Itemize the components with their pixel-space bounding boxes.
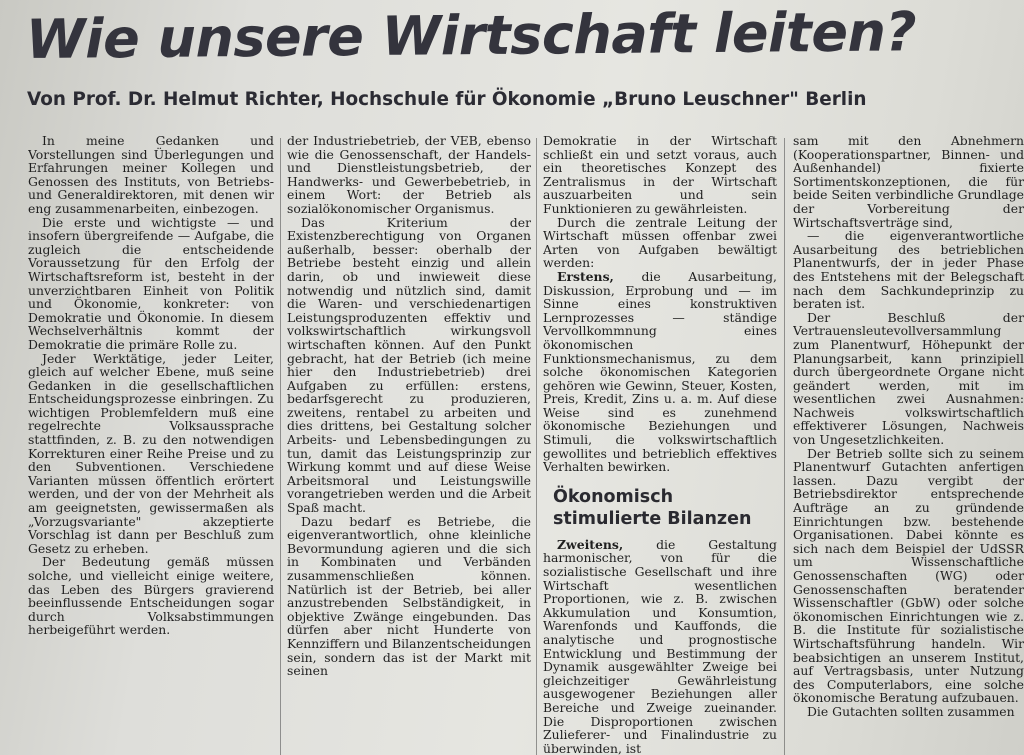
column-rule xyxy=(784,138,785,755)
paragraph-lead: Erstens, xyxy=(557,268,614,284)
subheading-line: stimulierte Bilanzen xyxy=(553,508,752,529)
paragraph xyxy=(543,538,777,755)
paragraph: Demokratie in der Wirtschaft schließt ein und setzt voraus, auch ein theoretisches Konzept des Zentralismus in der Wirtschaft auszuarbeiten und sein Funktionieren zu gewährleisten. xyxy=(543,134,777,216)
paragraph xyxy=(543,270,777,474)
column-rule xyxy=(536,138,537,755)
article-column-2 xyxy=(287,134,531,755)
paragraph: Das Kriterium der Existenzberechtigung von Organen außerhalb, besser: oberhalb der Betriebe besteht einzig und allein darin, ob und inwieweit diese notwendig und nützlich sind, damit die Waren- und verschiedenartigen Leistungsproduzenten effektiv und volkswirtschaftlich wirkungsvoll wirtschaften können. Auf den Punkt gebracht, hat der Betrieb (ich meine hier den Industriebetrieb) drei Aufgaben zu erfüllen: erstens, bedarfsgerecht zu produzieren, zweitens, rentabel zu arbeiten und dies drittens, bei Gestaltung solcher Arbeits- und Lebensbedingungen zu tun, damit das Leistungsprinzip zur Wirkung kommt und auf diese Weise Arbeitsmoral und Leistungswille vorangetrieben werden und die Arbeit Spaß macht. xyxy=(287,214,531,516)
paragraph: Der Beschluß der Vertrauensleutevollversammlung zum Planentwurf, Höhepunkt der Planungsarbeit, kann prinzipiell durch übergeordnete Organe nicht geändert werden, mit im wesentlichen zwei Ausnahmen: Nachweis volkswirtschaftlich effektiverer Lösungen, Nachweis von Ungesetzlichkeiten. xyxy=(793,309,1024,448)
byline: Von Prof. Dr. Helmut Richter, Hochschule für Ökonomie „Bruno Leuschner" Berlin xyxy=(27,89,867,110)
paragraph: Die erste und wichtigste — und insofern übergreifende — Aufgabe, die zugleich die entscheidende Voraussetzung für den Erfolg der Wirtschaftsreform ist, besteht in der unverzichtbaren Einheit von Politik und Ökonomie, konkreter: von Demokratie und Ökonomie. In diesem Wechselverhältnis kommt der Demokratie die primäre Rolle zu. xyxy=(28,214,274,352)
column-rule xyxy=(280,138,281,755)
paragraph: — die eigenverantwortliche Ausarbeitung des betrieblichen Planentwurfs, der in jeder Phase des Entstehens mit der Belegschaft nach dem Sachkundeprinzip zu beraten ist. xyxy=(793,228,1024,312)
paragraph: Durch die zentrale Leitung der Wirtschaft müssen offenbar zwei Arten von Aufgaben bewältigt werden: xyxy=(543,214,777,271)
paragraph: Die Gutachten sollten zusammen xyxy=(807,703,1015,719)
article-column-3 xyxy=(543,134,777,755)
paragraph: Dazu bedarf es Betriebe, die eigenverantwortlich, ohne kleinliche Bevormundung agieren und die sich in Kombinaten und Verbänden zusammenschließen können. Natürlich ist der Betrieb, bei aller anzustrebenden Selbständigkeit, in objektive Zwänge eingebunden. Das dürfen aber nicht Hunderte von Kennziffern und Bilanzentscheidungen sein, sondern das ist der Markt mit seinen xyxy=(287,513,531,679)
paragraph-lead: Zweitens, xyxy=(557,536,624,552)
paragraph-body: die Ausarbeitung, Diskussion, Erprobung und — im Sinne eines konstruktiven Lernprozesses — ständige Vervollkommnung eines ökonomischen Funktionsmechanismus, zu dem solche ökonomischen Kategorien gehören wie Gewinn, Steuer, Kosten, Preis, Kredit, Zins u. a. m. Auf diese Weise sind es zunehmend ökonomische Beziehungen und Stimuli, die volkswirtschaftlich gewollites und betrieblich effektives Verhalten bewirken. xyxy=(543,268,777,475)
headline: Wie unsere Wirtschaft leiten? xyxy=(25,0,917,71)
paragraph: Jeder Werktätige, jeder Leiter, gleich auf welcher Ebene, muß seine Gedanken in die gesellschaftlichen Entscheidungsprozesse einbringen. Zu wichtigen Problemfeldern muß eine regelrechte Volksaussprache stattfinden, z. B. zu den notwendigen Korrekturen einer Reihe Preise und zu den Subventionen. Verschiedene Varianten müssen öffentlich erörtert werden, und der von der Mehrheit als am geeignetsten, gewissermaßen als „Vorzugsvariante" akzeptierte Vorschlag ist dann per Beschluß zum Gesetz zu erheben. xyxy=(28,350,274,556)
paragraph: In meine Gedanken und Vorstellungen sind Überlegungen und Erfahrungen meiner Kollegen und Genossen des Instituts, von Betriebs- und Generaldirektoren, mit denen wir eng zusammenarbeiten, einbezogen. xyxy=(28,134,274,216)
paragraph: Der Bedeutung gemäß müssen solche, und vielleicht einige weitere, das Leben des Bürgers gravierend beeinflussende Entscheidungen sogar durch Volksabstimmungen herbeigeführt werden. xyxy=(28,554,274,638)
paragraph-body: die Gestaltung harmonischer, von für die sozialistische Gesellschaft und ihre Wirtschaft wesentlichen Proportionen, wie z. B. zwischen Akkumulation und Konsumtion, Warenfonds und Kauffonds, die analytische und prognostische Entwicklung und Bestimmung der Dynamik ausgewählter Zweige bei gleichzeitiger Gewährleistung ausgewogener Beziehungen aller Bereiche und Zweige zueinander. Die Disproportionen zwischen Zulieferer- und Finalindustrie zu überwinden, ist xyxy=(543,536,777,755)
subheading-line: Ökonomisch xyxy=(553,486,674,507)
article-column-4 xyxy=(793,134,1024,755)
article-column-1 xyxy=(28,134,274,755)
paragraph: sam mit den Abnehmern (Kooperationspartner, Binnen- und Außenhandel) fixierte Sortimentskonzeptionen, die für beide Seiten verbindliche Grundlage der Vorbereitung der Wirtschaftsverträge sind, xyxy=(793,134,1024,230)
paragraph: Der Betrieb sollte sich zu seinem Planentwurf Gutachten anfertigen lassen. Dazu vergibt der Betriebsdirektor entsprechende Aufträge an zu gründende Einrichtungen bzw. bestehende Organisationen. Dabei könnte es sich nach dem Beispiel der UdSSR um Wissenschaftliche Genossenschaften (WG) oder Genossenschaften beratender Wissenschaftler (GbW) oder solche ökonomischen Einrichtungen wie z. B. die Institute für sozialistische Wirtschaftsführung handeln. Wir beabsichtigen an unserem Institut, auf Vertragsbasis, unter Nutzung des Computerlabors, eine solche ökonomische Beratung aufzubauen. xyxy=(793,445,1024,706)
section-subheading xyxy=(553,486,777,530)
paragraph: der Industriebetrieb, der VEB, ebenso wie die Genossenschaft, der Handels- und Dienstleistungsbetrieb, der Handwerks- und Gewerbebetrieb, in einem Wort: der Betrieb als sozialökonomischer Organismus. xyxy=(287,134,531,216)
